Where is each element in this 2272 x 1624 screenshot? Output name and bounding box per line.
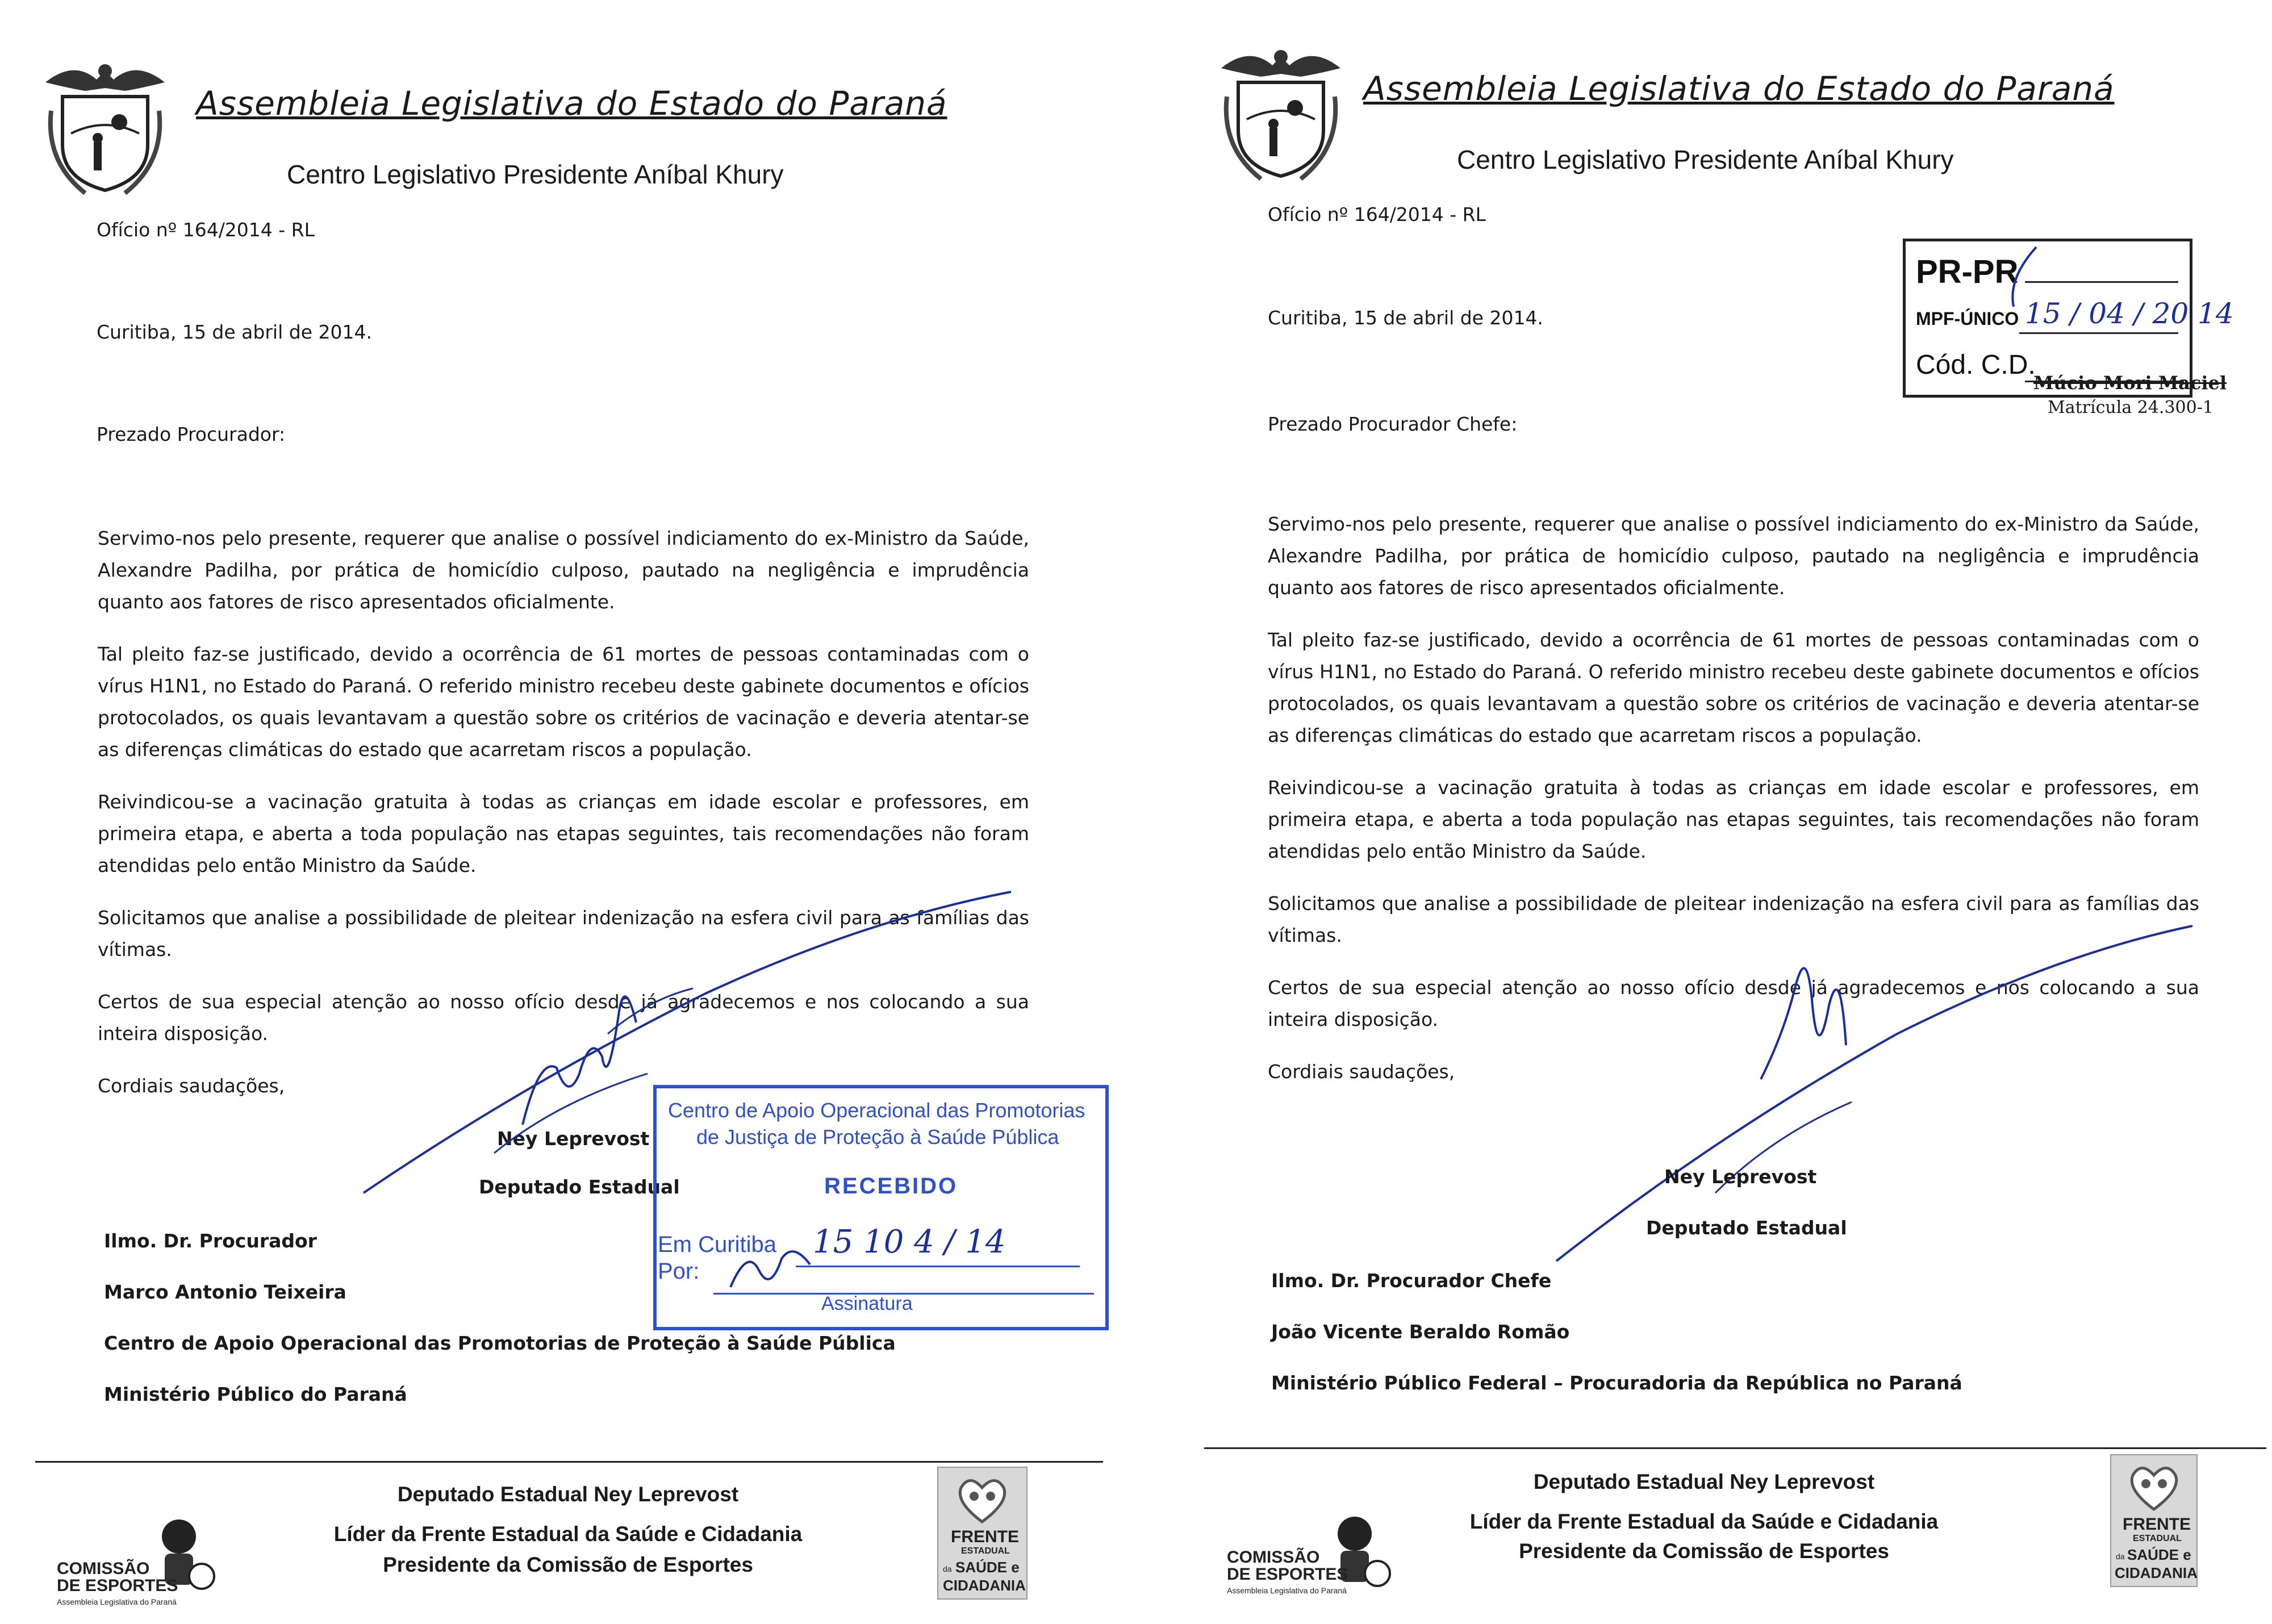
- paragraph-5: Certos de sua especial atenção ao nosso ofício desde já agradecemos e nos colocando a sua inteira disposição.: [98, 991, 1029, 1045]
- addressee-line-4: Ministério Público do Paraná: [104, 1383, 407, 1405]
- stamp-org: PR-PR: [1916, 253, 2019, 290]
- footer-line-1: Deputado Estadual Ney Leprevost: [397, 1483, 739, 1506]
- stamp-initial-scribble: [1997, 244, 2048, 312]
- footer-line-2: Líder da Frente Estadual da Saúde e Cidadania: [333, 1522, 803, 1546]
- signature-image: [1545, 920, 2204, 1272]
- frente-label-5: CIDADANIA: [943, 1577, 1026, 1594]
- commission-sub: Assembleia Legislativa do Paraná: [1227, 1586, 1347, 1595]
- commission-label-2: DE ESPORTES: [57, 1576, 178, 1595]
- footer-rule: [1204, 1447, 2266, 1449]
- frente-label-3: da: [943, 1564, 952, 1573]
- letter-page-right: [1170, 0, 2272, 1624]
- paragraph-4: Solicitamos que analise a possibilidade de pleitear indenização na esfera civil para as famílias das vítimas.: [98, 907, 1029, 961]
- signer-role: Deputado Estadual: [479, 1176, 680, 1198]
- signer-name: Ney Leprevost: [497, 1128, 650, 1150]
- commission-sub: Assembleia Legislativa do Paraná: [57, 1597, 177, 1606]
- stamp-org-line-2: de Justiça de Proteção à Saúde Pública: [696, 1125, 1059, 1149]
- received-stamp: [653, 1085, 1109, 1330]
- oficio-number: Ofício nº 164/2014 - RL: [97, 219, 315, 241]
- closing: Cordiais saudações,: [98, 1075, 285, 1097]
- heart-figures-icon: [2127, 1461, 2181, 1512]
- frente-label-2: ESTADUAL: [961, 1546, 1010, 1556]
- footer-line-3: Presidente da Comissão de Esportes: [1519, 1539, 1889, 1563]
- footer-rule: [35, 1461, 1103, 1463]
- paragraph-1: Servimo-nos pelo presente, requerer que analise o possível indiciamento do ex-Ministro da Saúde, Alexandre Padilha, por prática de homicídio culposo, pautado na negligência e imprudência quanto aos fatores de risco apresentados oficialmente.: [98, 527, 1029, 613]
- closing: Cordiais saudações,: [1268, 1061, 1455, 1083]
- stamp-date-underline: [796, 1266, 1080, 1267]
- legislative-center-title: Centro Legislativo Presidente Aníbal Khury: [287, 160, 784, 189]
- paragraph-2: Tal pleito faz-se justificado, devido a ocorrência de 61 mortes de pessoas contaminadas com o vírus H1N1, no Estado do Paraná. O referido ministro recebeu deste gabinete documentos e ofícios protocolados, os quais levantavam a questão sobre os critérios de vacinação e deveria atentar-se as diferenças climáticas do estado que acarretam riscos a população.: [98, 643, 1029, 761]
- assembly-title: Assembleia Legislativa do Estado do Paraná: [196, 84, 947, 123]
- paragraph-2: Tal pleito faz-se justificado, devido a ocorrência de 61 mortes de pessoas contaminadas com o vírus H1N1, no Estado do Paraná. O referido ministro recebeu deste gabinete documentos e ofícios protocolados, os quais levantavam a questão sobre os critérios de vacinação e deveria atentar-se as diferenças climáticas do estado que acarretam riscos a população.: [1268, 629, 2199, 746]
- frente-label-4: SAÚDE e: [2127, 1546, 2191, 1563]
- paragraph-5: Certos de sua especial atenção ao nosso ofício desde já agradecemos e nos colocando a sua inteira disposição.: [1268, 976, 2199, 1030]
- legislative-center-title: Centro Legislativo Presidente Aníbal Khury: [1457, 145, 1954, 174]
- frente-label-5: CIDADANIA: [2115, 1564, 2198, 1581]
- letter-date: Curitiba, 15 de abril de 2014.: [1268, 307, 1543, 329]
- stamp-by: Por:: [658, 1259, 700, 1284]
- frente-logo: [2110, 1454, 2198, 1587]
- paragraph-4: Solicitamos que analise a possibilidade de pleitear indenização na esfera civil para as famílias das vítimas.: [1268, 892, 2199, 946]
- footer-line-3: Presidente da Comissão de Esportes: [383, 1553, 753, 1576]
- stamp-date-handwritten: 15 10 4 / 14: [813, 1224, 1006, 1260]
- frente-label-3: da: [2116, 1552, 2125, 1561]
- parana-crest-icon: [40, 48, 170, 196]
- addressee-line-3: Centro de Apoio Operacional das Promotorias de Proteção à Saúde Pública: [104, 1332, 896, 1354]
- stamp-org-underline: [2025, 281, 2178, 283]
- frente-label-2: ESTADUAL: [2133, 1534, 2182, 1543]
- frente-label-1: FRENTE: [2123, 1515, 2191, 1534]
- addressee-line-2: João Vicente Beraldo Romão: [1271, 1321, 1570, 1343]
- paragraph-3: Reivindicou-se a vacinação gratuita à todas as crianças em idade escolar e professores, em primeira etapa, e aberta a toda população nas etapas seguintes, tais recomendações não foram atendidas pelo então Ministro da Saúde.: [98, 791, 1029, 876]
- letter-date: Curitiba, 15 de abril de 2014.: [97, 321, 372, 343]
- stamp-status: RECEBIDO: [824, 1174, 958, 1199]
- stamp-place: Em Curitiba: [658, 1232, 776, 1257]
- salutation: Prezado Procurador Chefe:: [1268, 413, 1518, 435]
- commission-label-1: COMISSÃO: [57, 1559, 150, 1578]
- frente-logo: [937, 1467, 1028, 1600]
- addressee-line-2: Marco Antonio Teixeira: [104, 1281, 346, 1303]
- paragraph-1: Servimo-nos pelo presente, requerer que analise o possível indiciamento do ex-Ministro da Saúde, Alexandre Padilha, por prática de homicídio culposo, pautado na negligência e imprudência quanto aos fatores de risco apresentados oficialmente.: [1268, 513, 2199, 599]
- signer-role: Deputado Estadual: [1646, 1217, 1847, 1239]
- stamp-officer: Múcio Mori Maciel: [2033, 372, 2227, 394]
- addressee-line-1: Ilmo. Dr. Procurador Chefe: [1271, 1270, 1552, 1292]
- oficio-number: Ofício nº 164/2014 - RL: [1268, 203, 1486, 226]
- frente-label-1: FRENTE: [951, 1527, 1019, 1546]
- frente-label-4: SAÚDE e: [955, 1559, 1020, 1576]
- stamp-signature-label: Assinatura: [821, 1293, 913, 1314]
- letter-page-left: [0, 0, 1130, 1624]
- stamp-matricula: Matrícula 24.300-1: [2048, 398, 2213, 418]
- stamp-org-line-1: Centro de Apoio Operacional das Promotorias: [668, 1099, 1085, 1122]
- paragraph-3: Reivindicou-se a vacinação gratuita à todas as crianças em idade escolar e professores, em primeira etapa, e aberta a toda população nas etapas seguintes, tais recomendações não foram atendidas pelo então Ministro da Saúde.: [1268, 776, 2199, 862]
- commission-label-2: DE ESPORTES: [1227, 1565, 1348, 1584]
- salutation: Prezado Procurador:: [97, 423, 286, 445]
- stamp-date-underline: [2019, 332, 2178, 334]
- assembly-title: Assembleia Legislativa do Estado do Paraná: [1363, 69, 2115, 108]
- stamp-date-handwritten: 15 / 04 / 20 14: [2025, 297, 2234, 330]
- stamp-cod: Cód. C.D.: [1916, 350, 2036, 380]
- heart-figures-icon: [955, 1473, 1009, 1525]
- signer-name: Ney Leprevost: [1664, 1166, 1817, 1188]
- commission-label-1: COMISSÃO: [1227, 1548, 1320, 1567]
- stamp-mpf: MPF-ÚNICO: [1916, 308, 2019, 329]
- addressee-line-1: Ilmo. Dr. Procurador: [104, 1230, 317, 1252]
- footer-line-1: Deputado Estadual Ney Leprevost: [1533, 1470, 1875, 1493]
- addressee-line-3: Ministério Público Federal – Procuradoria da República no Paraná: [1271, 1372, 1962, 1394]
- parana-crest-icon: [1216, 34, 1346, 182]
- footer-line-2: Líder da Frente Estadual da Saúde e Cidadania: [1469, 1510, 1939, 1533]
- stamp-signature-scribble: [725, 1242, 816, 1293]
